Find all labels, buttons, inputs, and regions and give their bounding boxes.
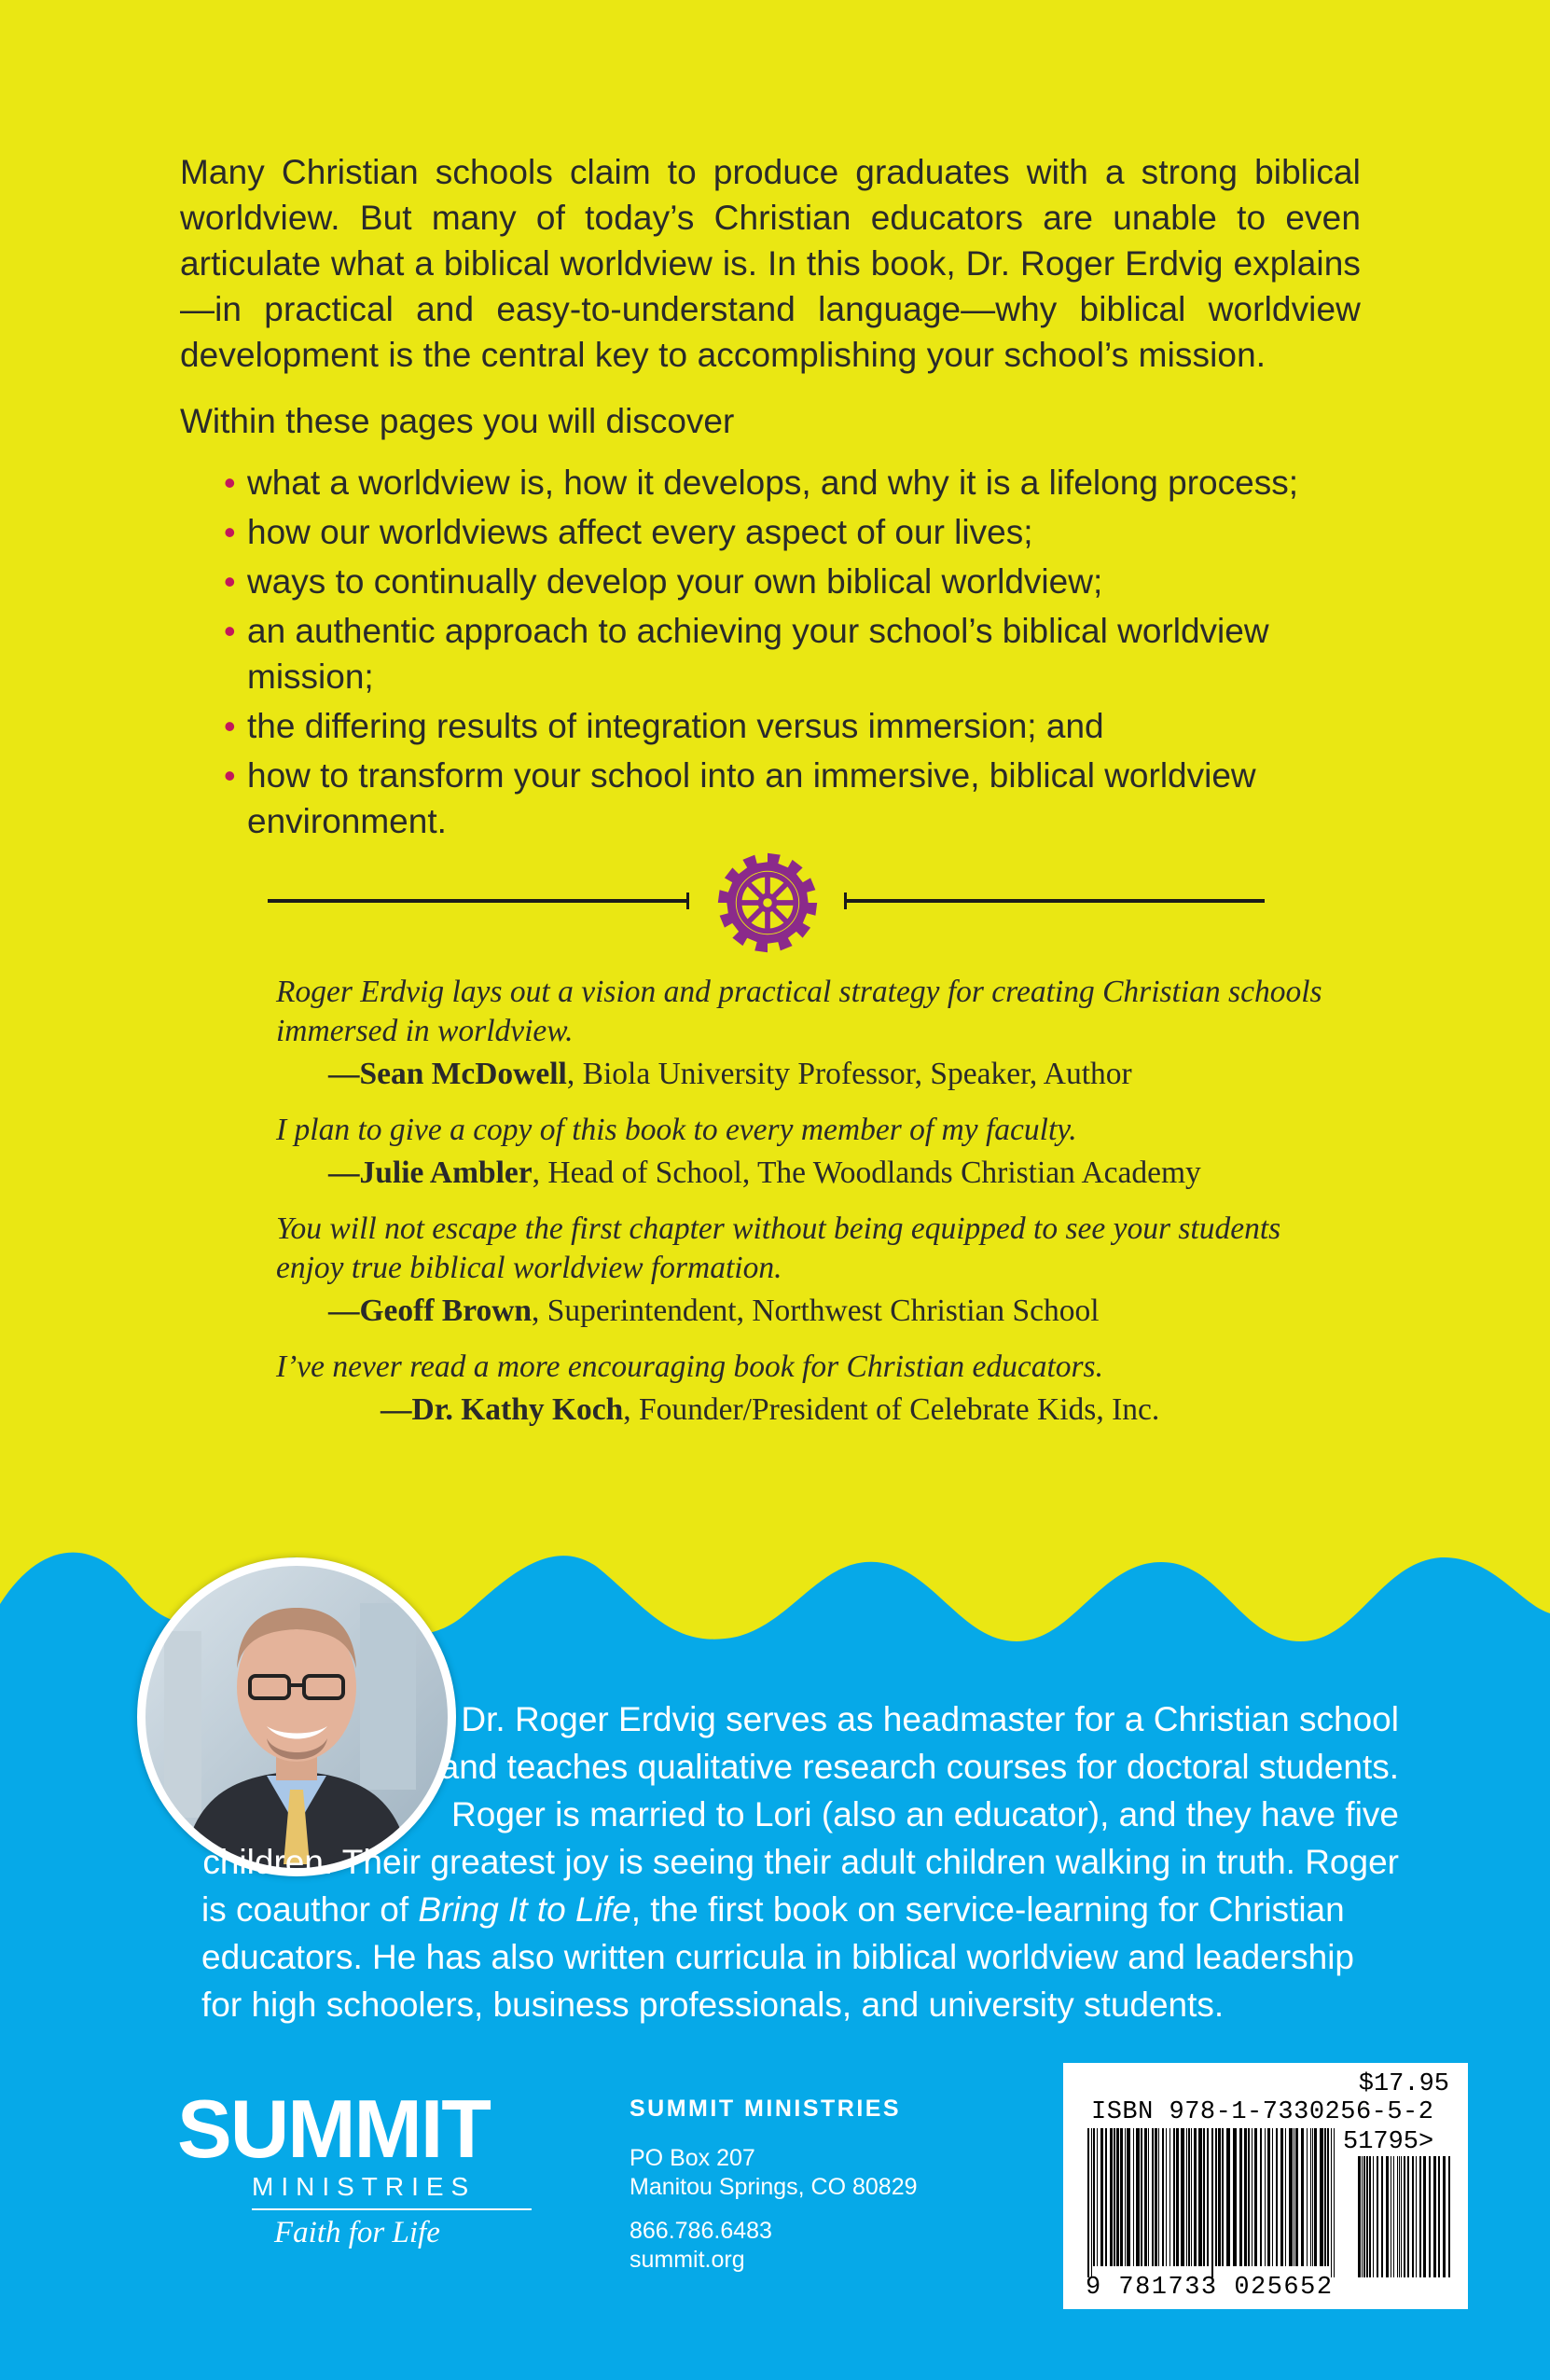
bullet-icon: • — [224, 756, 236, 795]
endorsement-attribution: —Geoff Brown, Superintendent, Northwest Christian School — [328, 1294, 1100, 1328]
divider-left — [268, 899, 687, 903]
bullet-icon: • — [224, 612, 236, 650]
list-item: • what a worldview is, how it develops, and why it is a lifelong process; — [224, 460, 1324, 505]
bio-line: educators. He has also written curricula in biblical worldview and leadership — [201, 1938, 1354, 1976]
list-item: • an authentic approach to achieving your school’s biblical worldview mission; — [224, 608, 1324, 699]
endorsement-quote: You will not escape the first chapter without being equipped to see your students enjoy true biblical worldview formation. — [276, 1211, 1281, 1285]
po-box: PO Box 207 — [630, 2145, 755, 2171]
logo-subtitle: MINISTRIES — [252, 2172, 477, 2201]
divider-right — [845, 899, 1265, 903]
price-addon-code: 51795> — [1343, 2128, 1434, 2156]
endorsement-1 — [276, 973, 1349, 1094]
bullet-icon: • — [224, 464, 236, 502]
bullet-icon: • — [224, 513, 236, 551]
endorsement-quote: I’ve never read a more encouraging book for Christian educators. — [276, 1349, 1103, 1384]
city-address: Manitou Springs, CO 80829 — [630, 2174, 918, 2200]
divider-right-cap — [844, 892, 847, 909]
summit-logo — [177, 2082, 550, 2250]
discover-list — [224, 460, 1324, 848]
divider-left-cap — [686, 892, 689, 909]
endorsement-attribution: —Julie Ambler, Head of School, The Woodlands Christian Academy — [328, 1155, 1201, 1190]
description-intro: Within these pages you will discover — [180, 402, 735, 440]
endorsement-4 — [276, 1348, 1349, 1430]
endorsement-2 — [276, 1111, 1349, 1193]
list-item: • how our worldviews affect every aspect of our lives; — [224, 509, 1324, 555]
bio-line: Dr. Roger Erdvig serves as headmaster for a Christian school — [461, 1700, 1399, 1738]
bio-line: and teaches qualitative research courses for doctoral students. — [439, 1748, 1399, 1786]
list-item: • how to transform your school into an immersive, biblical worldview environment. — [224, 753, 1324, 844]
publisher-name: SUMMIT MINISTRIES — [630, 2096, 902, 2122]
endorsement-quote: Roger Erdvig lays out a vision and practical strategy for creating Christian schools immersed in worldview. — [276, 975, 1322, 1048]
logo-tagline: Faith for Life — [274, 2216, 440, 2249]
endorsement-attribution: —Dr. Kathy Koch, Founder/President of Celebrate Kids, Inc. — [381, 1392, 1160, 1427]
bio-line: is coauthor of Bring It to Life, the first book on service-learning for Christian — [201, 1890, 1345, 1929]
list-item: • ways to continually develop your own biblical worldview; — [224, 559, 1324, 604]
bio-line: for high schoolers, business professionals, and university students. — [201, 1986, 1225, 2024]
bio-line: children. Their greatest joy is seeing their adult children walking in truth. Roger — [202, 1843, 1399, 1881]
isbn-label: ISBN 978-1-7330256-5-2 — [1091, 2098, 1434, 2126]
logo-rule — [252, 2208, 532, 2210]
phone-number: 866.786.6483 — [630, 2218, 772, 2244]
barcode-digits: 9 781733 025652 — [1086, 2274, 1334, 2302]
description-paragraph: Many Christian schools claim to produce graduates with a strong biblical worldview. But many of today’s Christian educators are unable to even articulate what a biblical worldview is. In this book, Dr. Roger Erdvig explains—in practical and easy-to-understand language—why biblical worldview development is the central key to accomplishing your school’s mission. — [180, 153, 1361, 374]
publisher-contact — [630, 2095, 918, 2275]
website-link[interactable]: summit.org — [630, 2247, 745, 2273]
isbn-barcode — [1063, 2063, 1468, 2309]
endorsement-quote: I plan to give a copy of this book to every member of my faculty. — [276, 1113, 1077, 1147]
book-title: Bring It to Life — [418, 1890, 631, 1929]
bullet-icon: • — [224, 707, 236, 745]
author-bio — [201, 1695, 1399, 2028]
endorsements — [276, 973, 1349, 1446]
endorsement-3 — [276, 1210, 1349, 1331]
logo-wordmark: SUMMIT — [177, 2082, 491, 2175]
endorsement-attribution: —Sean McDowell, Biola University Professor, Speaker, Author — [328, 1057, 1132, 1091]
gear-icon — [714, 850, 821, 956]
list-item: • the differing results of integration versus immersion; and — [224, 703, 1324, 749]
price-label: $17.95 — [1358, 2070, 1449, 2098]
barcode-bars — [1087, 2128, 1453, 2277]
bio-line: Roger is married to Lori (also an educator), and they have five — [451, 1795, 1399, 1833]
bullet-icon: • — [224, 562, 236, 601]
